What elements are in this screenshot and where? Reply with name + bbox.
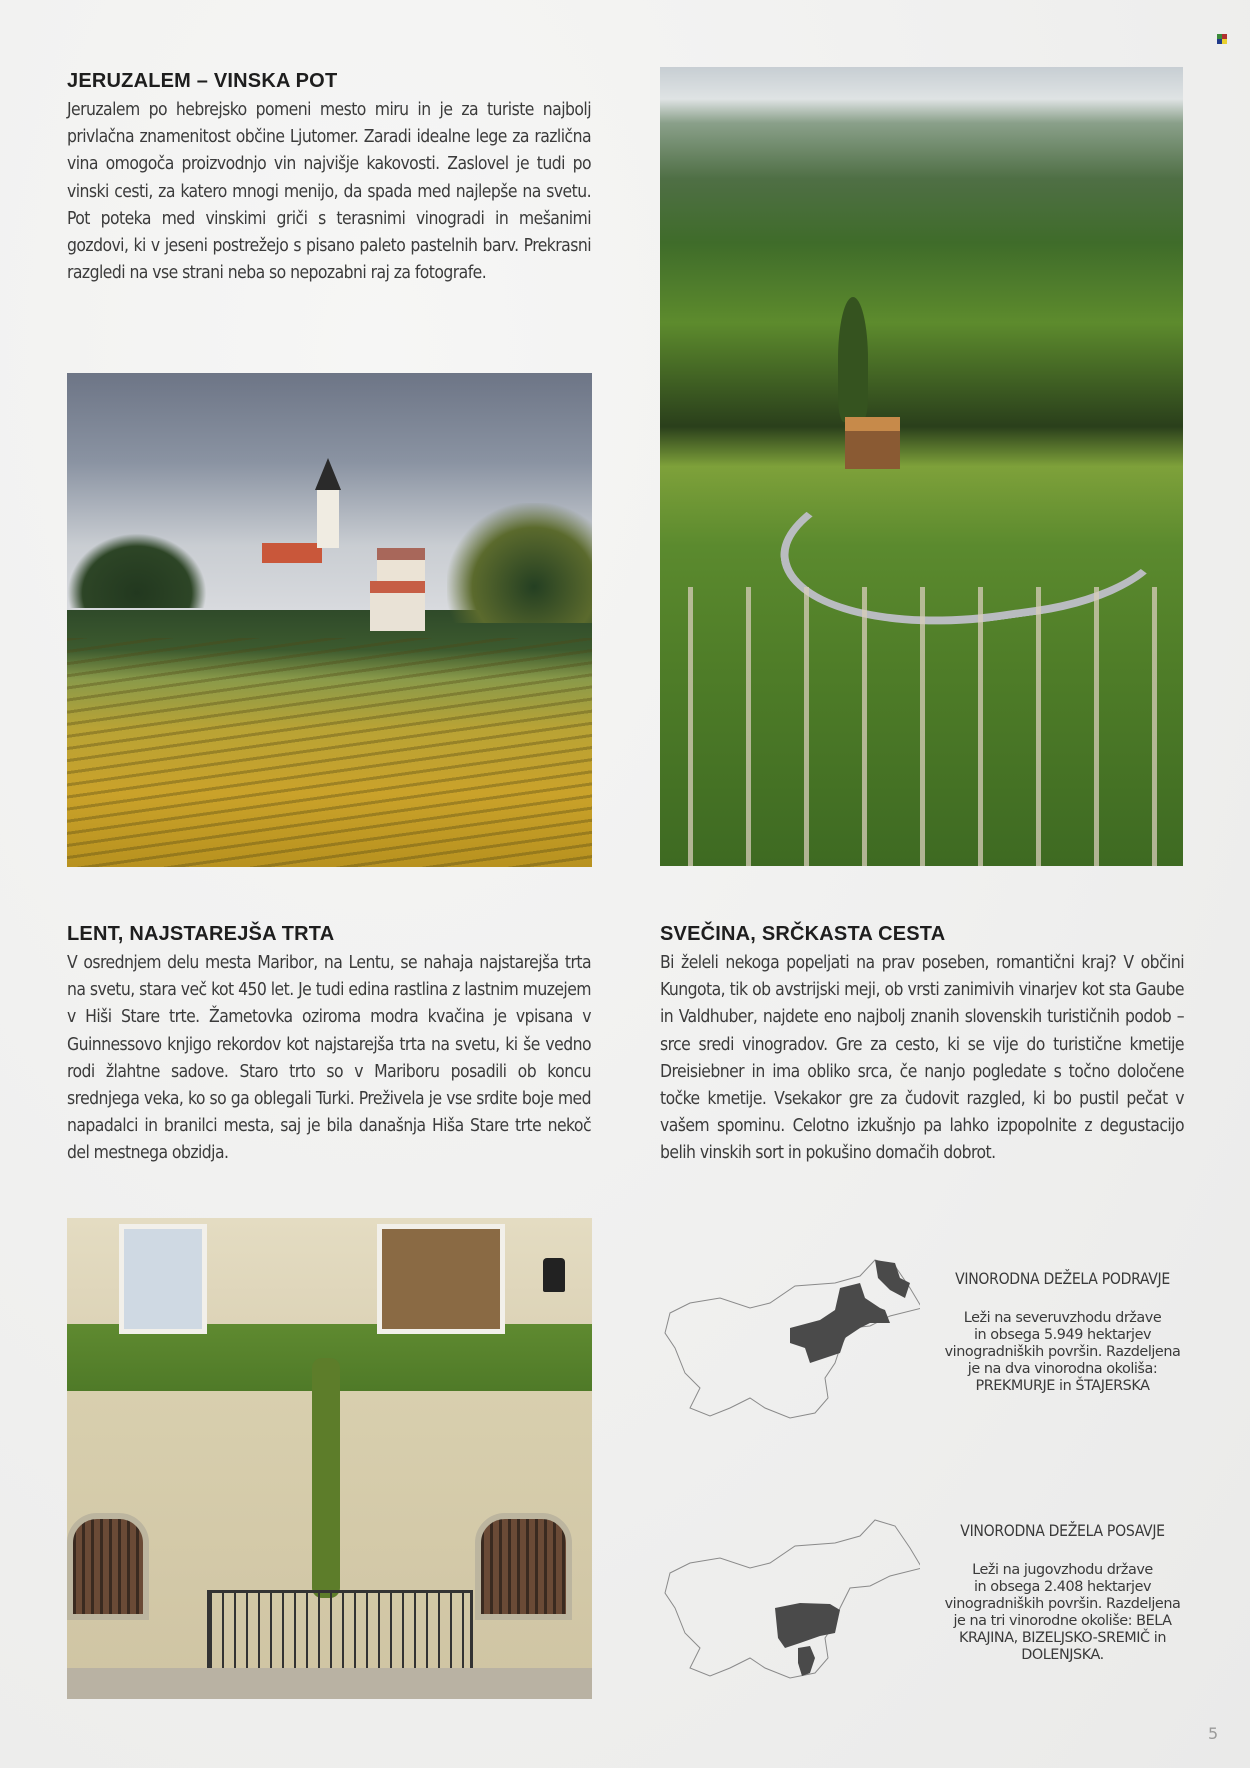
church-spire xyxy=(315,458,341,490)
photo-jeruzalem-vineyard xyxy=(67,373,592,867)
section-svecina xyxy=(660,923,1184,1168)
poplar-tree xyxy=(838,297,868,422)
photo-heart-road xyxy=(660,67,1183,866)
barred-window xyxy=(67,1513,149,1620)
section-body: Jeruzalem po hebrejsko pomeni mesto miru in je za turiste najbolj privlačna znamenitost občine Ljutomer. Zaradi idealne lege za različna vina omogoča proizvodnjo vin najvišje kakovosti. Zaslovel je tudi po vinski cesti, za katero mnogi menijo, da spada med najlepše na svetu. Pot poteka med vinskimi griči s terasnimi vinogradi in mešanimi gozdovi, ki v jeseni postrežejo s pisano paleto pastelnih barv. Prekrasni razgledi na vse strani neba so nepozabni raj za fotografe. xyxy=(67,100,591,284)
color-registration-icon xyxy=(1217,34,1227,44)
cobblestones xyxy=(67,1668,592,1699)
vineyard-posts xyxy=(660,587,1183,866)
trees xyxy=(447,503,592,623)
vineyard-rows xyxy=(67,638,592,867)
region-podravje xyxy=(660,1248,1250,1428)
region-desc-line: Leži na jugovzhodu države xyxy=(972,1562,1153,1578)
window xyxy=(377,1224,505,1334)
section-title: JERUZALEM – VINSKA POT xyxy=(67,70,338,92)
farmhouse xyxy=(845,417,900,469)
slovenia-map-posavje-icon xyxy=(660,1508,920,1688)
house xyxy=(370,581,425,631)
page-number: 5 xyxy=(1208,1724,1219,1743)
region-desc-line: Leži na severuvzhodu države xyxy=(963,1310,1162,1326)
region-desc-line: in obsega 2.408 hektarjev xyxy=(973,1579,1152,1595)
region-title: VINORODNA DEŽELA PODRAVJE xyxy=(955,1270,1170,1288)
region-desc-line: vinogradniških površin. Razdeljena xyxy=(944,1596,1181,1612)
photo-old-vine-house xyxy=(67,1218,592,1699)
church-tower xyxy=(317,488,339,548)
region-desc-line: KRAJINA, BIZELJSKO-SREMIČ in xyxy=(958,1630,1166,1646)
iron-fence xyxy=(207,1590,473,1678)
region-desc-line: DOLENJSKA. xyxy=(1021,1647,1104,1663)
region-desc-line: vinogradniških površin. Razdeljena xyxy=(944,1344,1181,1360)
region-desc-line: je na dva vinorodna okoliša: xyxy=(967,1361,1158,1377)
section-body: V osrednjem delu mesta Maribor, na Lentu, se nahaja najstarejša trta na svetu, stara več kot 450 let. Je tudi edina rastlina z lastnim muzejem v Hiši Stare trte. Žametovka oziroma modra kvačina je vpisana v Guinnessovo knjigo rekordov kot najstarejša trta na svetu, ki še vedno rodi žlahtne sadove. Staro trto so v Mariboru posadili ob koncu srednjega veka, ko so ga oblegali Turki. Preživela je vse srdite boje med napadalci in branilci mesta, saj je bila današnja Hiša Stare trte nekoč del mestnega obzidja. xyxy=(67,953,591,1164)
trees xyxy=(67,533,207,608)
region-title: VINORODNA DEŽELA POSAVJE xyxy=(960,1522,1165,1540)
region-desc-line: je na tri vinorodne okoliše: BELA xyxy=(953,1613,1172,1629)
window xyxy=(119,1224,207,1334)
vine-trunk xyxy=(312,1358,340,1598)
section-title: SVEČINA, SRČKASTA CESTA xyxy=(660,923,946,945)
section-body: Bi želeli nekoga popeljati na prav poseben, romantični kraj? V občini Kungota, tik ob avstrijski meji, ob vrsti zanimivih vinarjev kot sta Gaube in Valdhuber, najdete eno najbolj znanih slovenskih turističnih podob – srce sredi vinogradov. Gre za cesto, ki se vije do turistične kmetije Dreisiebner in ima obliko srca, če nanjo pogledate s točno določene točke kmetije. Vsekakor gre za čudovit razgled, ki bo pustil pečat v vašem spominu. Celotno izkušnjo pa lahko izpopolnite z degustacijo belih vinskih sort in pokušino domačih dobrot. xyxy=(660,953,1184,1164)
church-roof xyxy=(262,543,322,563)
section-title: LENT, NAJSTAREJŠA TRTA xyxy=(67,923,335,945)
region-desc-line: PREKMURJE in ŠTAJERSKA xyxy=(975,1378,1150,1394)
section-jeruzalem xyxy=(67,70,591,287)
slovenia-map-podravje-icon xyxy=(660,1248,920,1428)
street-lamp xyxy=(543,1258,565,1292)
section-lent xyxy=(67,923,591,1168)
barred-window xyxy=(475,1513,572,1620)
region-desc-line: in obsega 5.949 hektarjev xyxy=(973,1327,1152,1343)
region-posavje xyxy=(660,1500,1250,1700)
